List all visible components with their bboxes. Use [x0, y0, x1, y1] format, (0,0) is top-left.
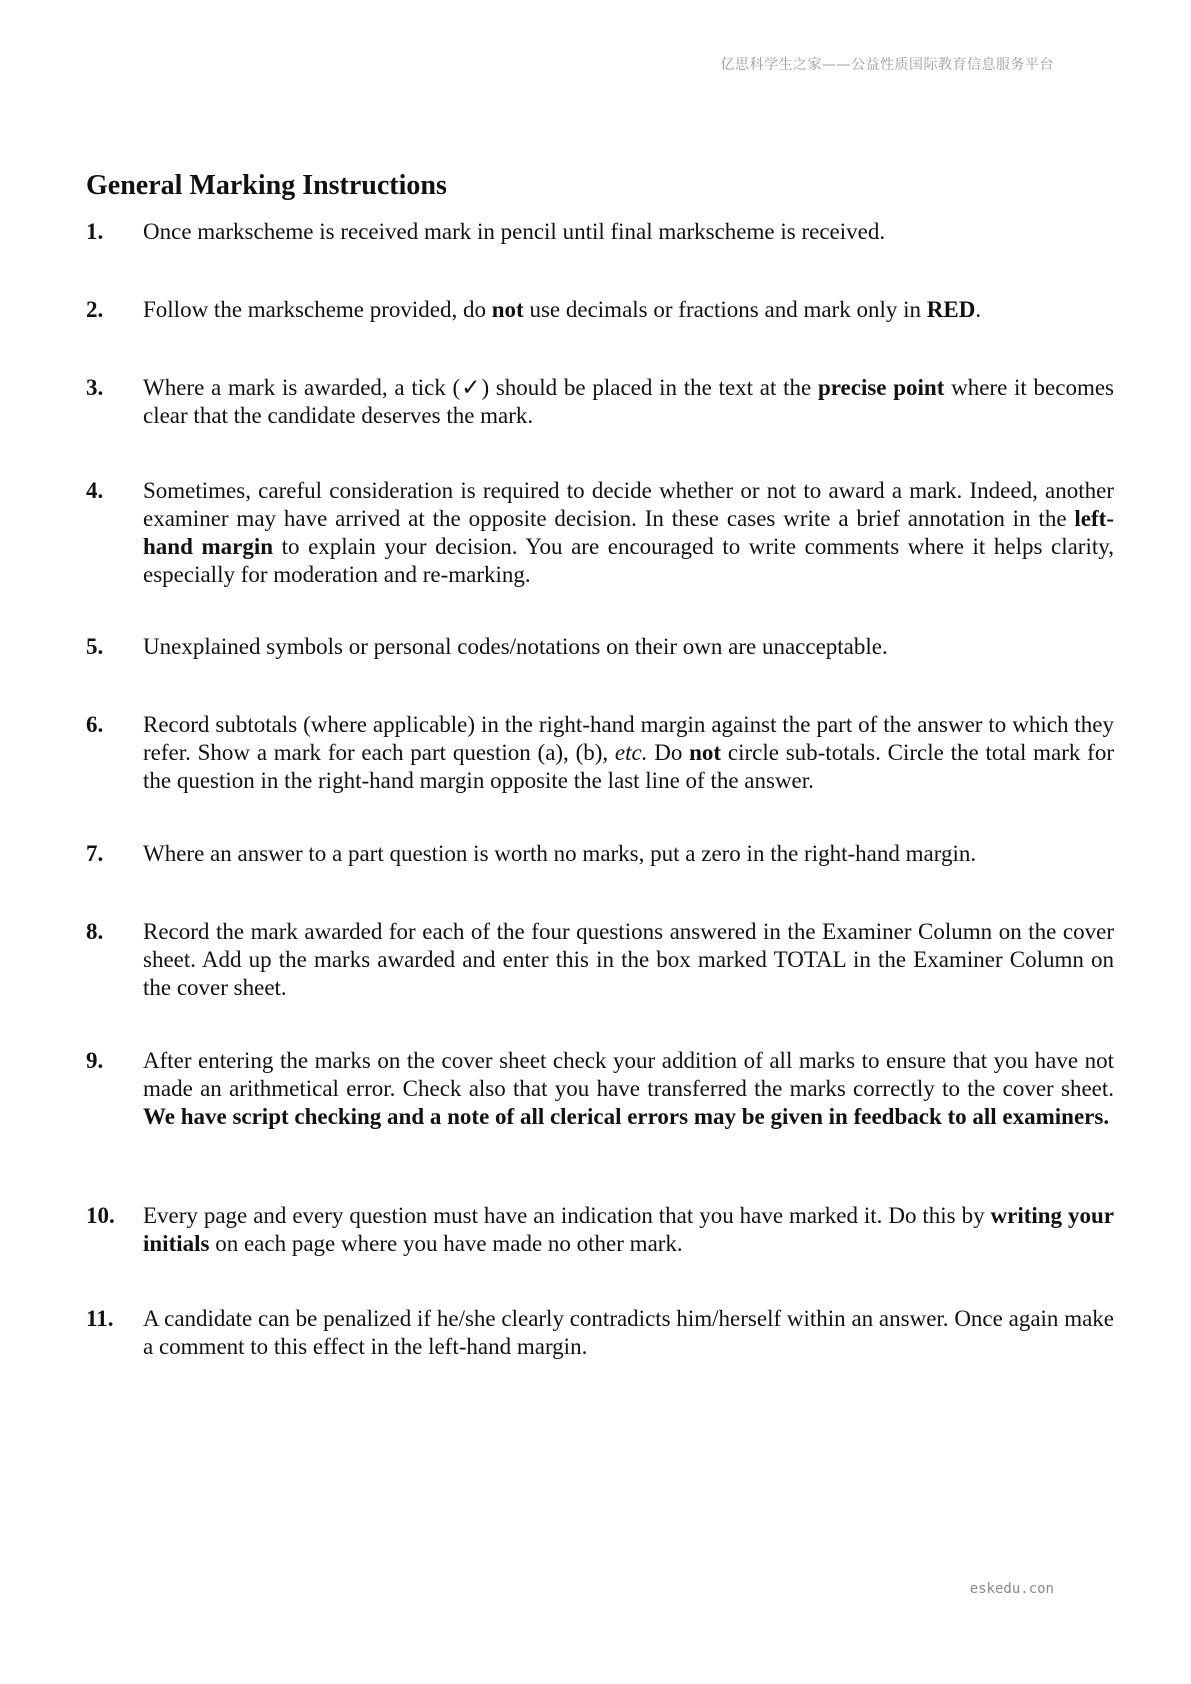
emphasis-text: RED — [926, 297, 976, 322]
emphasis-text: writing your initials — [143, 1203, 1114, 1256]
item-number: 7. — [86, 841, 104, 866]
item-number: 2. — [86, 297, 104, 322]
item-text — [143, 296, 1114, 324]
item-number: 6. — [86, 712, 104, 737]
item-text — [143, 918, 1114, 1002]
body-text: Record the mark awarded for each of the four questions answered in the Examiner Column on the cover sheet. Add up the marks awarded and enter this in the box marked TOTAL in the Examiner Column on the cover sheet. — [143, 919, 1114, 1000]
item-text — [143, 840, 1114, 868]
item-number: 4. — [86, 478, 104, 503]
item-text — [143, 477, 1114, 589]
body-text: Unexplained symbols or personal codes/notations on their own are unacceptable. — [143, 634, 888, 659]
body-text: . — [975, 297, 982, 322]
item-text — [143, 711, 1114, 795]
body-text: Where a mark is awarded, a tick (✓) should be placed in the text at the — [143, 375, 818, 400]
body-text: Where an answer to a part question is worth no marks, put a zero in the right-hand margin. — [143, 841, 977, 866]
item-number: 3. — [86, 375, 104, 400]
header-watermark: 亿思科学生之家——公益性质国际教育信息服务平台 — [720, 57, 1054, 73]
body-text: Follow the markscheme provided, do — [143, 297, 492, 322]
item-number: 10. — [86, 1203, 115, 1228]
emphasis-text: We have script checking and a note of all clerical errors may be given in feedback to all examiners. — [143, 1104, 1110, 1129]
item-number: 1. — [86, 219, 104, 244]
item-text — [143, 1202, 1114, 1258]
emphasis-text: not — [491, 297, 524, 322]
emphasis-text: precise point — [817, 375, 945, 400]
item-text — [143, 374, 1114, 430]
body-text: Do — [647, 740, 690, 765]
item-number: 9. — [86, 1048, 104, 1073]
body-text: where it becomes clear that the candidate deserves the mark. — [143, 375, 1115, 428]
body-text: Sometimes, careful consideration is required to decide whether or not to award a mark. Indeed, another examiner may have arrived at the opposite decision. In these cases write a brief annotation in the — [143, 478, 1114, 531]
body-text: After entering the marks on the cover sheet check your addition of all marks to ensure that you have not made an arithmetical error. Check also that you have transferred the marks correctly to the cover sheet. — [143, 1048, 1114, 1101]
footer-watermark: eskedu.con — [969, 1581, 1054, 1597]
item-number: 5. — [86, 634, 104, 659]
body-text: circle sub-totals. Circle the total mark for the question in the right-hand margin opposite the last line of the answer. — [143, 740, 1114, 793]
item-number: 11. — [86, 1306, 114, 1331]
item-text — [143, 633, 1114, 661]
body-text: Once markscheme is received mark in pencil until final markscheme is received. — [143, 219, 886, 244]
body-text: A candidate can be penalized if he/she clearly contradicts him/herself within an answer. Once again make a comment to this effect in the left-hand margin. — [143, 1306, 1114, 1359]
item-text — [143, 1305, 1114, 1361]
page-title: General Marking Instructions — [86, 170, 447, 201]
body-text: use decimals or fractions and mark only in — [523, 297, 927, 322]
item-text — [143, 218, 1114, 246]
body-text: to explain your decision. You are encouraged to write comments where it helps clarity, especially for moderation and re-marking. — [143, 534, 1114, 587]
body-text: on each page where you have made no other mark. — [209, 1231, 683, 1256]
emphasis-text: not — [689, 740, 722, 765]
item-number: 8. — [86, 919, 104, 944]
item-text — [143, 1047, 1114, 1131]
italic-text: etc. — [614, 740, 648, 765]
body-text: Every page and every question must have an indication that you have marked it. Do this by — [143, 1203, 991, 1228]
emphasis-text: left-hand margin — [143, 506, 1114, 559]
body-text: Record subtotals (where applicable) in the right-hand margin against the part of the answer to which they refer. Show a mark for each part question (a), (b), — [143, 712, 1114, 765]
